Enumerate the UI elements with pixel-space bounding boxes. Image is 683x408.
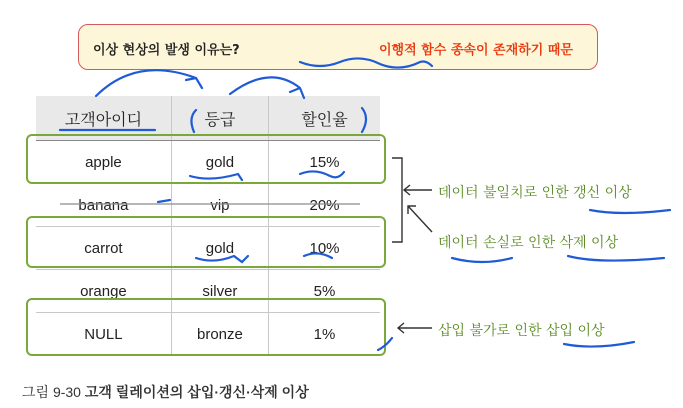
cell-discount: 15% xyxy=(269,141,381,184)
arrow-grade-to-discount-icon xyxy=(230,77,304,98)
cell-customer-id: NULL xyxy=(36,313,171,356)
cell-customer-id: apple xyxy=(36,141,171,184)
callout-answer: 이행적 함수 종속이 존재하기 때문 xyxy=(379,43,573,58)
cell-discount: 20% xyxy=(269,184,381,227)
callout-question: 이상 현상의 발생 이유는? xyxy=(93,43,240,58)
arrow-update-icon xyxy=(404,185,432,195)
squiggle-10-icon xyxy=(304,253,332,258)
mark-banana-icon xyxy=(158,200,170,202)
cell-discount: 1% xyxy=(269,313,381,356)
note-insert-anomaly: 삽입 불가로 인한 삽입 이상 xyxy=(438,323,605,339)
cell-customer-id: banana xyxy=(36,184,171,227)
bracket-discount-icon xyxy=(362,108,366,132)
header-customer-id: 고객아이디 xyxy=(36,96,171,141)
bracket-grade-icon xyxy=(191,110,196,132)
mark-null-icon xyxy=(378,338,392,350)
cell-customer-id: carrot xyxy=(36,227,171,270)
cell-customer-id: orange xyxy=(36,270,171,313)
squiggle-gold-2-icon xyxy=(196,256,248,262)
cell-discount: 5% xyxy=(269,270,381,313)
squiggle-gold-1-icon xyxy=(190,174,242,180)
right-bracket-icon xyxy=(392,158,402,242)
cell-grade: silver xyxy=(171,270,268,313)
arrow-delete-icon xyxy=(408,206,432,232)
figure-title: 고객 릴레이션의 삽입·갱신·삭제 이상 xyxy=(84,384,309,400)
squiggle-15-icon xyxy=(300,171,344,177)
note-delete-anomaly: 데이터 손실로 인한 삭제 이상 xyxy=(438,235,619,251)
cell-discount: 10% xyxy=(269,227,381,270)
figure-number: 그림 9-30 xyxy=(22,384,81,400)
note-update-anomaly: 데이터 불일치로 인한 갱신 이상 xyxy=(438,185,632,201)
cell-grade: bronze xyxy=(171,313,268,356)
cell-grade: vip xyxy=(171,184,268,227)
underline-insert-icon xyxy=(564,342,634,347)
cell-grade: gold xyxy=(171,227,268,270)
header-discount: 할인율 xyxy=(269,96,381,141)
underline-delete-1-icon xyxy=(452,258,512,262)
underline-update-icon xyxy=(590,210,670,213)
cell-grade: gold xyxy=(171,141,268,184)
header-grade: 등급 xyxy=(171,96,268,141)
arrow-id-to-grade-icon xyxy=(96,70,202,96)
figure-caption xyxy=(22,382,309,402)
underline-delete-2-icon xyxy=(568,256,664,261)
underline-answer-icon xyxy=(300,58,432,67)
arrow-insert-icon xyxy=(398,323,432,333)
